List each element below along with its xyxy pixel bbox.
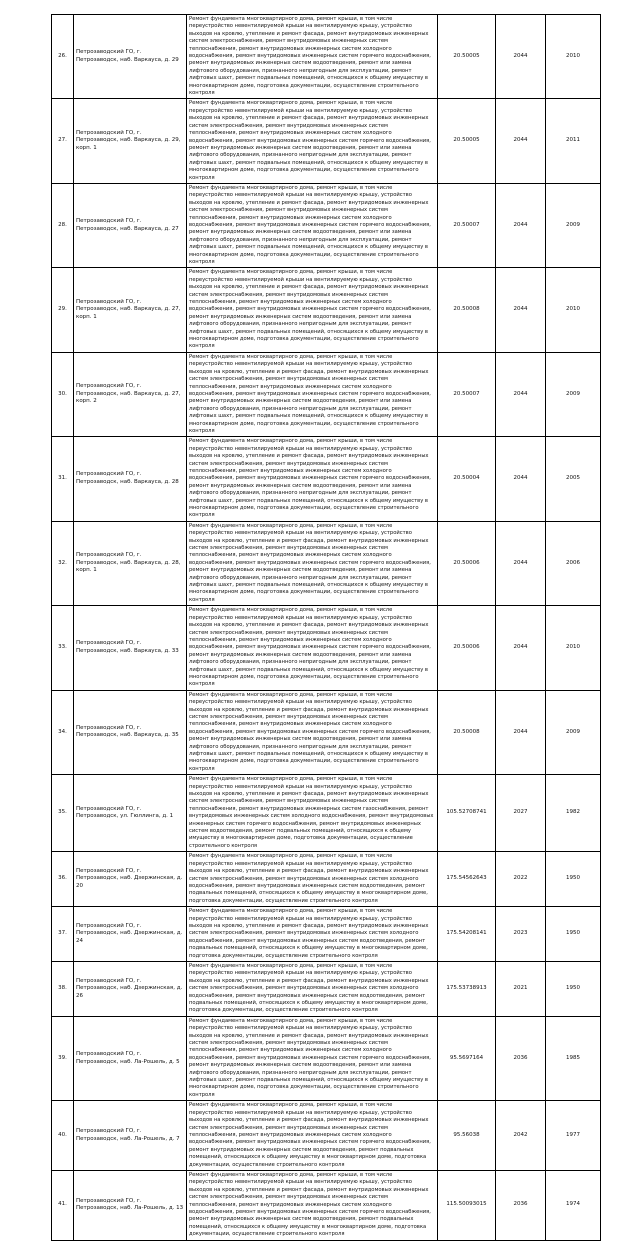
cost-value-cell: 20.50004 bbox=[438, 437, 496, 521]
planned-year-cell: 2044 bbox=[496, 268, 546, 352]
works-description-cell: Ремонт фундамента многоквартирного дома, ремонт крыши, в том числе переустройство невентилируемой крыши на вентилируемую крышу, устройство выходов на кровлю, утепление и ремонт фасада, ремонт внутридомовых инженерных систем электроснабжения, ремонт внутридомовых инженерных систем теплоснабжения, ремонт внутридомовых инженерных систем холодного водоснабжения, ремонт внутридомовых инженерных систем горячего водоснабжения, ремонт внутридомовых инженерных систем водоотведения, ремонт или замена лифтового оборудования, признанного непригодным для эксплуатации, ремонт лифтовых шахт, ремонт подвальных помещений, относящихся к общему имуществу в многоквартирном доме, подготовка документации, осуществление строительного контроля bbox=[187, 1016, 438, 1100]
row-number: 40. bbox=[52, 1101, 74, 1171]
row-number: 36. bbox=[52, 852, 74, 907]
address-cell: Петрозаводский ГО, г. Петрозаводск, наб. Варкауса, д. 27, корп. 1 bbox=[74, 268, 187, 352]
row-number: 26. bbox=[52, 15, 74, 99]
built-year-cell: 2010 bbox=[546, 268, 601, 352]
row-number: 34. bbox=[52, 690, 74, 774]
planned-year-cell: 2021 bbox=[496, 961, 546, 1016]
table-row bbox=[52, 437, 601, 521]
address-cell: Петрозаводский ГО, г. Петрозаводск, наб. Дзержинская, д. 20 bbox=[74, 852, 187, 907]
address-cell: Петрозаводский ГО, г. Петрозаводск, наб. Варкауса, д. 27, корп. 2 bbox=[74, 352, 187, 436]
cost-value-cell: 95.56038 bbox=[438, 1101, 496, 1171]
cost-value-cell: 115.50093015 bbox=[438, 1170, 496, 1240]
address-cell: Петрозаводский ГО, г. Петрозаводск, наб. Варкауса, д. 35 bbox=[74, 690, 187, 774]
table-row bbox=[52, 99, 601, 183]
table-row bbox=[52, 1016, 601, 1100]
address-cell: Петрозаводский ГО, г. Петрозаводск, наб. Ла-Рошель, д. 7 bbox=[74, 1101, 187, 1171]
address-cell: Петрозаводский ГО, г. Петрозаводск, наб. Варкауса, д. 29, корп. 1 bbox=[74, 99, 187, 183]
row-number: 33. bbox=[52, 606, 74, 690]
built-year-cell: 1950 bbox=[546, 961, 601, 1016]
cost-value-cell: 105.52708741 bbox=[438, 775, 496, 852]
table-body bbox=[52, 15, 601, 1241]
planned-year-cell: 2036 bbox=[496, 1170, 546, 1240]
row-number: 32. bbox=[52, 521, 74, 605]
row-number: 38. bbox=[52, 961, 74, 1016]
cost-value-cell: 175.54562643 bbox=[438, 852, 496, 907]
cost-value-cell: 20.50005 bbox=[438, 15, 496, 99]
built-year-cell: 1974 bbox=[546, 1170, 601, 1240]
built-year-cell: 1982 bbox=[546, 775, 601, 852]
table-row bbox=[52, 183, 601, 267]
works-description-cell: Ремонт фундамента многоквартирного дома, ремонт крыши, в том числе переустройство невентилируемой крыши на вентилируемую крышу, устройство выходов на кровлю, утепление и ремонт фасада, ремонт внутридомовых инженерных систем электроснабжения, ремонт внутридомовых инженерных систем теплоснабжения, ремонт внутридомовых инженерных систем холодного водоснабжения, ремонт внутридомовых инженерных систем горячего водоснабжения, ремонт внутридомовых инженерных систем водоотведения, ремонт или замена лифтового оборудования, признанного непригодным для эксплуатации, ремонт лифтовых шахт, ремонт подвальных помещений, относящихся к общему имуществу в многоквартирном доме, подготовка документации, осуществление строительного контроля bbox=[187, 690, 438, 774]
works-description-cell: Ремонт фундамента многоквартирного дома, ремонт крыши, в том числе переустройство невентилируемой крыши на вентилируемую крышу, устройство выходов на кровлю, утепление и ремонт фасада, ремонт внутридомовых инженерных систем электроснабжения, ремонт внутридомовых инженерных систем теплоснабжения, ремонт внутридомовых инженерных систем холодного водоснабжения, ремонт внутридомовых инженерных систем горячего водоснабжения, ремонт внутридомовых инженерных систем водоотведения, ремонт подвальных помещений, относящихся к общему имуществу в многоквартирном доме, подготовка документации, осуществление строительного контроля bbox=[187, 1170, 438, 1240]
address-cell: Петрозаводский ГО, г. Петрозаводск, ул. Гюллинга, д. 1 bbox=[74, 775, 187, 852]
works-description-cell: Ремонт фундамента многоквартирного дома, ремонт крыши, в том числе переустройство невентилируемой крыши на вентилируемую крышу, устройство выходов на кровлю, утепление и ремонт фасада, ремонт внутридомовых инженерных систем электроснабжения, ремонт внутридомовых инженерных систем теплоснабжения, ремонт внутридомовых инженерных систем газоснабжения, ремонт внутридомовых инженерных систем холодного водоснабжения, ремонт внутридомовых инженерных систем горячего водоснабжения, ремонт внутридомовых инженерных систем водоотведения, ремонт подвальных помещений, относящихся к общему имуществу в многоквартирном доме, подготовка документации, осуществление строительного контроля bbox=[187, 775, 438, 852]
row-number: 31. bbox=[52, 437, 74, 521]
row-number: 30. bbox=[52, 352, 74, 436]
table-row bbox=[52, 521, 601, 605]
built-year-cell: 2009 bbox=[546, 690, 601, 774]
planned-year-cell: 2044 bbox=[496, 437, 546, 521]
table-row bbox=[52, 690, 601, 774]
cost-value-cell: 20.50006 bbox=[438, 521, 496, 605]
works-description-cell: Ремонт фундамента многоквартирного дома, ремонт крыши, в том числе переустройство невентилируемой крыши на вентилируемую крышу, устройство выходов на кровлю, утепление и ремонт фасада, ремонт внутридомовых инженерных систем электроснабжения, ремонт внутридомовых инженерных систем теплоснабжения, ремонт внутридомовых инженерных систем холодного водоснабжения, ремонт внутридомовых инженерных систем горячего водоснабжения, ремонт внутридомовых инженерных систем водоотведения, ремонт или замена лифтового оборудования, признанного непригодным для эксплуатации, ремонт лифтовых шахт, ремонт подвальных помещений, относящихся к общему имуществу в многоквартирном доме, подготовка документации, осуществление строительного контроля bbox=[187, 606, 438, 690]
address-cell: Петрозаводский ГО, г. Петрозаводск, наб. Дзержинская, д. 24 bbox=[74, 907, 187, 962]
planned-year-cell: 2044 bbox=[496, 99, 546, 183]
cost-value-cell: 20.50006 bbox=[438, 606, 496, 690]
address-cell: Петрозаводский ГО, г. Петрозаводск, наб. Варкауса, д. 28 bbox=[74, 437, 187, 521]
row-number: 35. bbox=[52, 775, 74, 852]
table-row bbox=[52, 1101, 601, 1171]
table-row bbox=[52, 268, 601, 352]
address-cell: Петрозаводский ГО, г. Петрозаводск, наб. Варкауса, д. 33 bbox=[74, 606, 187, 690]
built-year-cell: 2009 bbox=[546, 183, 601, 267]
address-cell: Петрозаводский ГО, г. Петрозаводск, наб. Ла-Рошель, д. 13 bbox=[74, 1170, 187, 1240]
planned-year-cell: 2044 bbox=[496, 183, 546, 267]
row-number: 27. bbox=[52, 99, 74, 183]
address-cell: Петрозаводский ГО, г. Петрозаводск, наб. Варкауса, д. 28, корп. 1 bbox=[74, 521, 187, 605]
works-description-cell: Ремонт фундамента многоквартирного дома, ремонт крыши, в том числе переустройство невентилируемой крыши на вентилируемую крышу, устройство выходов на кровлю, утепление и ремонт фасада, ремонт внутридомовых инженерных систем электроснабжения, ремонт внутридомовых инженерных систем теплоснабжения, ремонт внутридомовых инженерных систем холодного водоснабжения, ремонт внутридомовых инженерных систем горячего водоснабжения, ремонт внутридомовых инженерных систем водоотведения, ремонт или замена лифтового оборудования, признанного непригодным для эксплуатации, ремонт лифтовых шахт, ремонт подвальных помещений, относящихся к общему имуществу в многоквартирном доме, подготовка документации, осуществление строительного контроля bbox=[187, 99, 438, 183]
address-cell: Петрозаводский ГО, г. Петрозаводск, наб. Варкауса, д. 27 bbox=[74, 183, 187, 267]
row-number: 39. bbox=[52, 1016, 74, 1100]
planned-year-cell: 2044 bbox=[496, 690, 546, 774]
row-number: 28. bbox=[52, 183, 74, 267]
works-description-cell: Ремонт фундамента многоквартирного дома, ремонт крыши, в том числе переустройство невентилируемой крыши на вентилируемую крышу, устройство выходов на кровлю, утепление и ремонт фасада, ремонт внутридомовых инженерных систем электроснабжения, ремонт внутридомовых инженерных систем теплоснабжения, ремонт внутридомовых инженерных систем холодного водоснабжения, ремонт внутридомовых инженерных систем горячего водоснабжения, ремонт внутридомовых инженерных систем водоотведения, ремонт или замена лифтового оборудования, признанного непригодным для эксплуатации, ремонт лифтовых шахт, ремонт подвальных помещений, относящихся к общему имуществу в многоквартирном доме, подготовка документации, осуществление строительного контроля bbox=[187, 352, 438, 436]
planned-year-cell: 2044 bbox=[496, 606, 546, 690]
row-number: 41. bbox=[52, 1170, 74, 1240]
built-year-cell: 2010 bbox=[546, 15, 601, 99]
planned-year-cell: 2023 bbox=[496, 907, 546, 962]
works-description-cell: Ремонт фундамента многоквартирного дома, ремонт крыши, в том числе переустройство невентилируемой крыши на вентилируемую крышу, устройство выходов на кровлю, утепление и ремонт фасада, ремонт внутридомовых инженерных систем электроснабжения, ремонт внутридомовых инженерных систем теплоснабжения, ремонт внутридомовых инженерных систем холодного водоснабжения, ремонт внутридомовых инженерных систем горячего водоснабжения, ремонт внутридомовых инженерных систем водоотведения, ремонт или замена лифтового оборудования, признанного непригодным для эксплуатации, ремонт лифтовых шахт, ремонт подвальных помещений, относящихся к общему имуществу в многоквартирном доме, подготовка документации, осуществление строительного контроля bbox=[187, 521, 438, 605]
built-year-cell: 2005 bbox=[546, 437, 601, 521]
built-year-cell: 2006 bbox=[546, 521, 601, 605]
built-year-cell: 2011 bbox=[546, 99, 601, 183]
row-number: 37. bbox=[52, 907, 74, 962]
works-description-cell: Ремонт фундамента многоквартирного дома, ремонт крыши, в том числе переустройство невентилируемой крыши на вентилируемую крышу, устройство выходов на кровлю, утепление и ремонт фасада, ремонт внутридомовых инженерных систем электроснабжения, ремонт внутридомовых инженерных систем теплоснабжения, ремонт внутридомовых инженерных систем холодного водоснабжения, ремонт внутридомовых инженерных систем горячего водоснабжения, ремонт внутридомовых инженерных систем водоотведения, ремонт или замена лифтового оборудования, признанного непригодным для эксплуатации, ремонт лифтовых шахт, ремонт подвальных помещений, относящихся к общему имуществу в многоквартирном доме, подготовка документации, осуществление строительного контроля bbox=[187, 437, 438, 521]
cost-value-cell: 175.54208141 bbox=[438, 907, 496, 962]
table-row bbox=[52, 15, 601, 99]
works-description-cell: Ремонт фундамента многоквартирного дома, ремонт крыши, в том числе переустройство невентилируемой крыши на вентилируемую крышу, устройство выходов на кровлю, утепление и ремонт фасада, ремонт внутридомовых инженерных систем электроснабжения, ремонт внутридомовых инженерных систем теплоснабжения, ремонт внутридомовых инженерных систем холодного водоснабжения, ремонт внутридомовых инженерных систем горячего водоснабжения, ремонт внутридомовых инженерных систем водоотведения, ремонт подвальных помещений, относящихся к общему имуществу в многоквартирном доме, подготовка документации, осуществление строительного контроля bbox=[187, 1101, 438, 1171]
planned-year-cell: 2042 bbox=[496, 1101, 546, 1171]
table-row bbox=[52, 961, 601, 1016]
cost-value-cell: 20.50005 bbox=[438, 99, 496, 183]
table-row bbox=[52, 352, 601, 436]
built-year-cell: 1985 bbox=[546, 1016, 601, 1100]
works-description-cell: Ремонт фундамента многоквартирного дома, ремонт крыши, в том числе переустройство невентилируемой крыши на вентилируемую крышу, устройство выходов на кровлю, утепление и ремонт фасада, ремонт внутридомовых инженерных систем электроснабжения, ремонт внутридомовых инженерных систем теплоснабжения, ремонт внутридомовых инженерных систем холодного водоснабжения, ремонт внутридомовых инженерных систем горячего водоснабжения, ремонт внутридомовых инженерных систем водоотведения, ремонт или замена лифтового оборудования, признанного непригодным для эксплуатации, ремонт лифтовых шахт, ремонт подвальных помещений, относящихся к общему имуществу в многоквартирном доме, подготовка документации, осуществление строительного контроля bbox=[187, 268, 438, 352]
cost-value-cell: 20.50007 bbox=[438, 352, 496, 436]
planned-year-cell: 2027 bbox=[496, 775, 546, 852]
works-description-cell: Ремонт фундамента многоквартирного дома, ремонт крыши, в том числе переустройство невентилируемой крыши на вентилируемую крышу, устройство выходов на кровлю, утепление и ремонт фасада, ремонт внутридомовых инженерных систем электроснабжения, ремонт внутридомовых инженерных систем холодного водоснабжения, ремонт внутридомовых инженерных систем водоотведения, ремонт подвальных помещений, относящихся к общему имуществу в многоквартирном доме, подготовка документации, осуществление строительного контроля bbox=[187, 961, 438, 1016]
repair-program-table bbox=[51, 14, 601, 1241]
works-description-cell: Ремонт фундамента многоквартирного дома, ремонт крыши, в том числе переустройство невентилируемой крыши на вентилируемую крышу, устройство выходов на кровлю, утепление и ремонт фасада, ремонт внутридомовых инженерных систем электроснабжения, ремонт внутридомовых инженерных систем холодного водоснабжения, ремонт внутридомовых инженерных систем водоотведения, ремонт подвальных помещений, относящихся к общему имуществу в многоквартирном доме, подготовка документации, осуществление строительного контроля bbox=[187, 907, 438, 962]
built-year-cell: 1950 bbox=[546, 907, 601, 962]
cost-value-cell: 20.50008 bbox=[438, 268, 496, 352]
address-cell: Петрозаводский ГО, г. Петрозаводск, наб. Варкауса, д. 29 bbox=[74, 15, 187, 99]
works-description-cell: Ремонт фундамента многоквартирного дома, ремонт крыши, в том числе переустройство невентилируемой крыши на вентилируемую крышу, устройство выходов на кровлю, утепление и ремонт фасада, ремонт внутридомовых инженерных систем электроснабжения, ремонт внутридомовых инженерных систем холодного водоснабжения, ремонт внутридомовых инженерных систем водоотведения, ремонт подвальных помещений, относящихся к общему имуществу в многоквартирном доме, подготовка документации, осуществление строительного контроля bbox=[187, 852, 438, 907]
cost-value-cell: 95.5697164 bbox=[438, 1016, 496, 1100]
row-number: 29. bbox=[52, 268, 74, 352]
cost-value-cell: 175.53738913 bbox=[438, 961, 496, 1016]
cost-value-cell: 20.50008 bbox=[438, 690, 496, 774]
address-cell: Петрозаводский ГО, г. Петрозаводск, наб. Ла-Рошель, д. 5 bbox=[74, 1016, 187, 1100]
planned-year-cell: 2044 bbox=[496, 15, 546, 99]
planned-year-cell: 2044 bbox=[496, 352, 546, 436]
address-cell: Петрозаводский ГО, г. Петрозаводск, наб. Дзержинская, д. 26 bbox=[74, 961, 187, 1016]
works-description-cell: Ремонт фундамента многоквартирного дома, ремонт крыши, в том числе переустройство невентилируемой крыши на вентилируемую крышу, устройство выходов на кровлю, утепление и ремонт фасада, ремонт внутридомовых инженерных систем электроснабжения, ремонт внутридомовых инженерных систем теплоснабжения, ремонт внутридомовых инженерных систем холодного водоснабжения, ремонт внутридомовых инженерных систем горячего водоснабжения, ремонт внутридомовых инженерных систем водоотведения, ремонт или замена лифтового оборудования, признанного непригодным для эксплуатации, ремонт лифтовых шахт, ремонт подвальных помещений, относящихся к общему имуществу в многоквартирном доме, подготовка документации, осуществление строительного контроля bbox=[187, 183, 438, 267]
planned-year-cell: 2036 bbox=[496, 1016, 546, 1100]
works-description-cell: Ремонт фундамента многоквартирного дома, ремонт крыши, в том числе переустройство невентилируемой крыши на вентилируемую крышу, устройство выходов на кровлю, утепление и ремонт фасада, ремонт внутридомовых инженерных систем электроснабжения, ремонт внутридомовых инженерных систем теплоснабжения, ремонт внутридомовых инженерных систем холодного водоснабжения, ремонт внутридомовых инженерных систем горячего водоснабжения, ремонт внутридомовых инженерных систем водоотведения, ремонт или замена лифтового оборудования, признанного непригодным для эксплуатации, ремонт лифтовых шахт, ремонт подвальных помещений, относящихся к общему имуществу в многоквартирном доме, подготовка документации, осуществление строительного контроля bbox=[187, 15, 438, 99]
built-year-cell: 2009 bbox=[546, 352, 601, 436]
built-year-cell: 1977 bbox=[546, 1101, 601, 1171]
table-row bbox=[52, 775, 601, 852]
cost-value-cell: 20.50007 bbox=[438, 183, 496, 267]
planned-year-cell: 2044 bbox=[496, 521, 546, 605]
table-row bbox=[52, 606, 601, 690]
table-row bbox=[52, 1170, 601, 1240]
planned-year-cell: 2022 bbox=[496, 852, 546, 907]
table-row bbox=[52, 852, 601, 907]
built-year-cell: 1950 bbox=[546, 852, 601, 907]
table-row bbox=[52, 907, 601, 962]
built-year-cell: 2010 bbox=[546, 606, 601, 690]
